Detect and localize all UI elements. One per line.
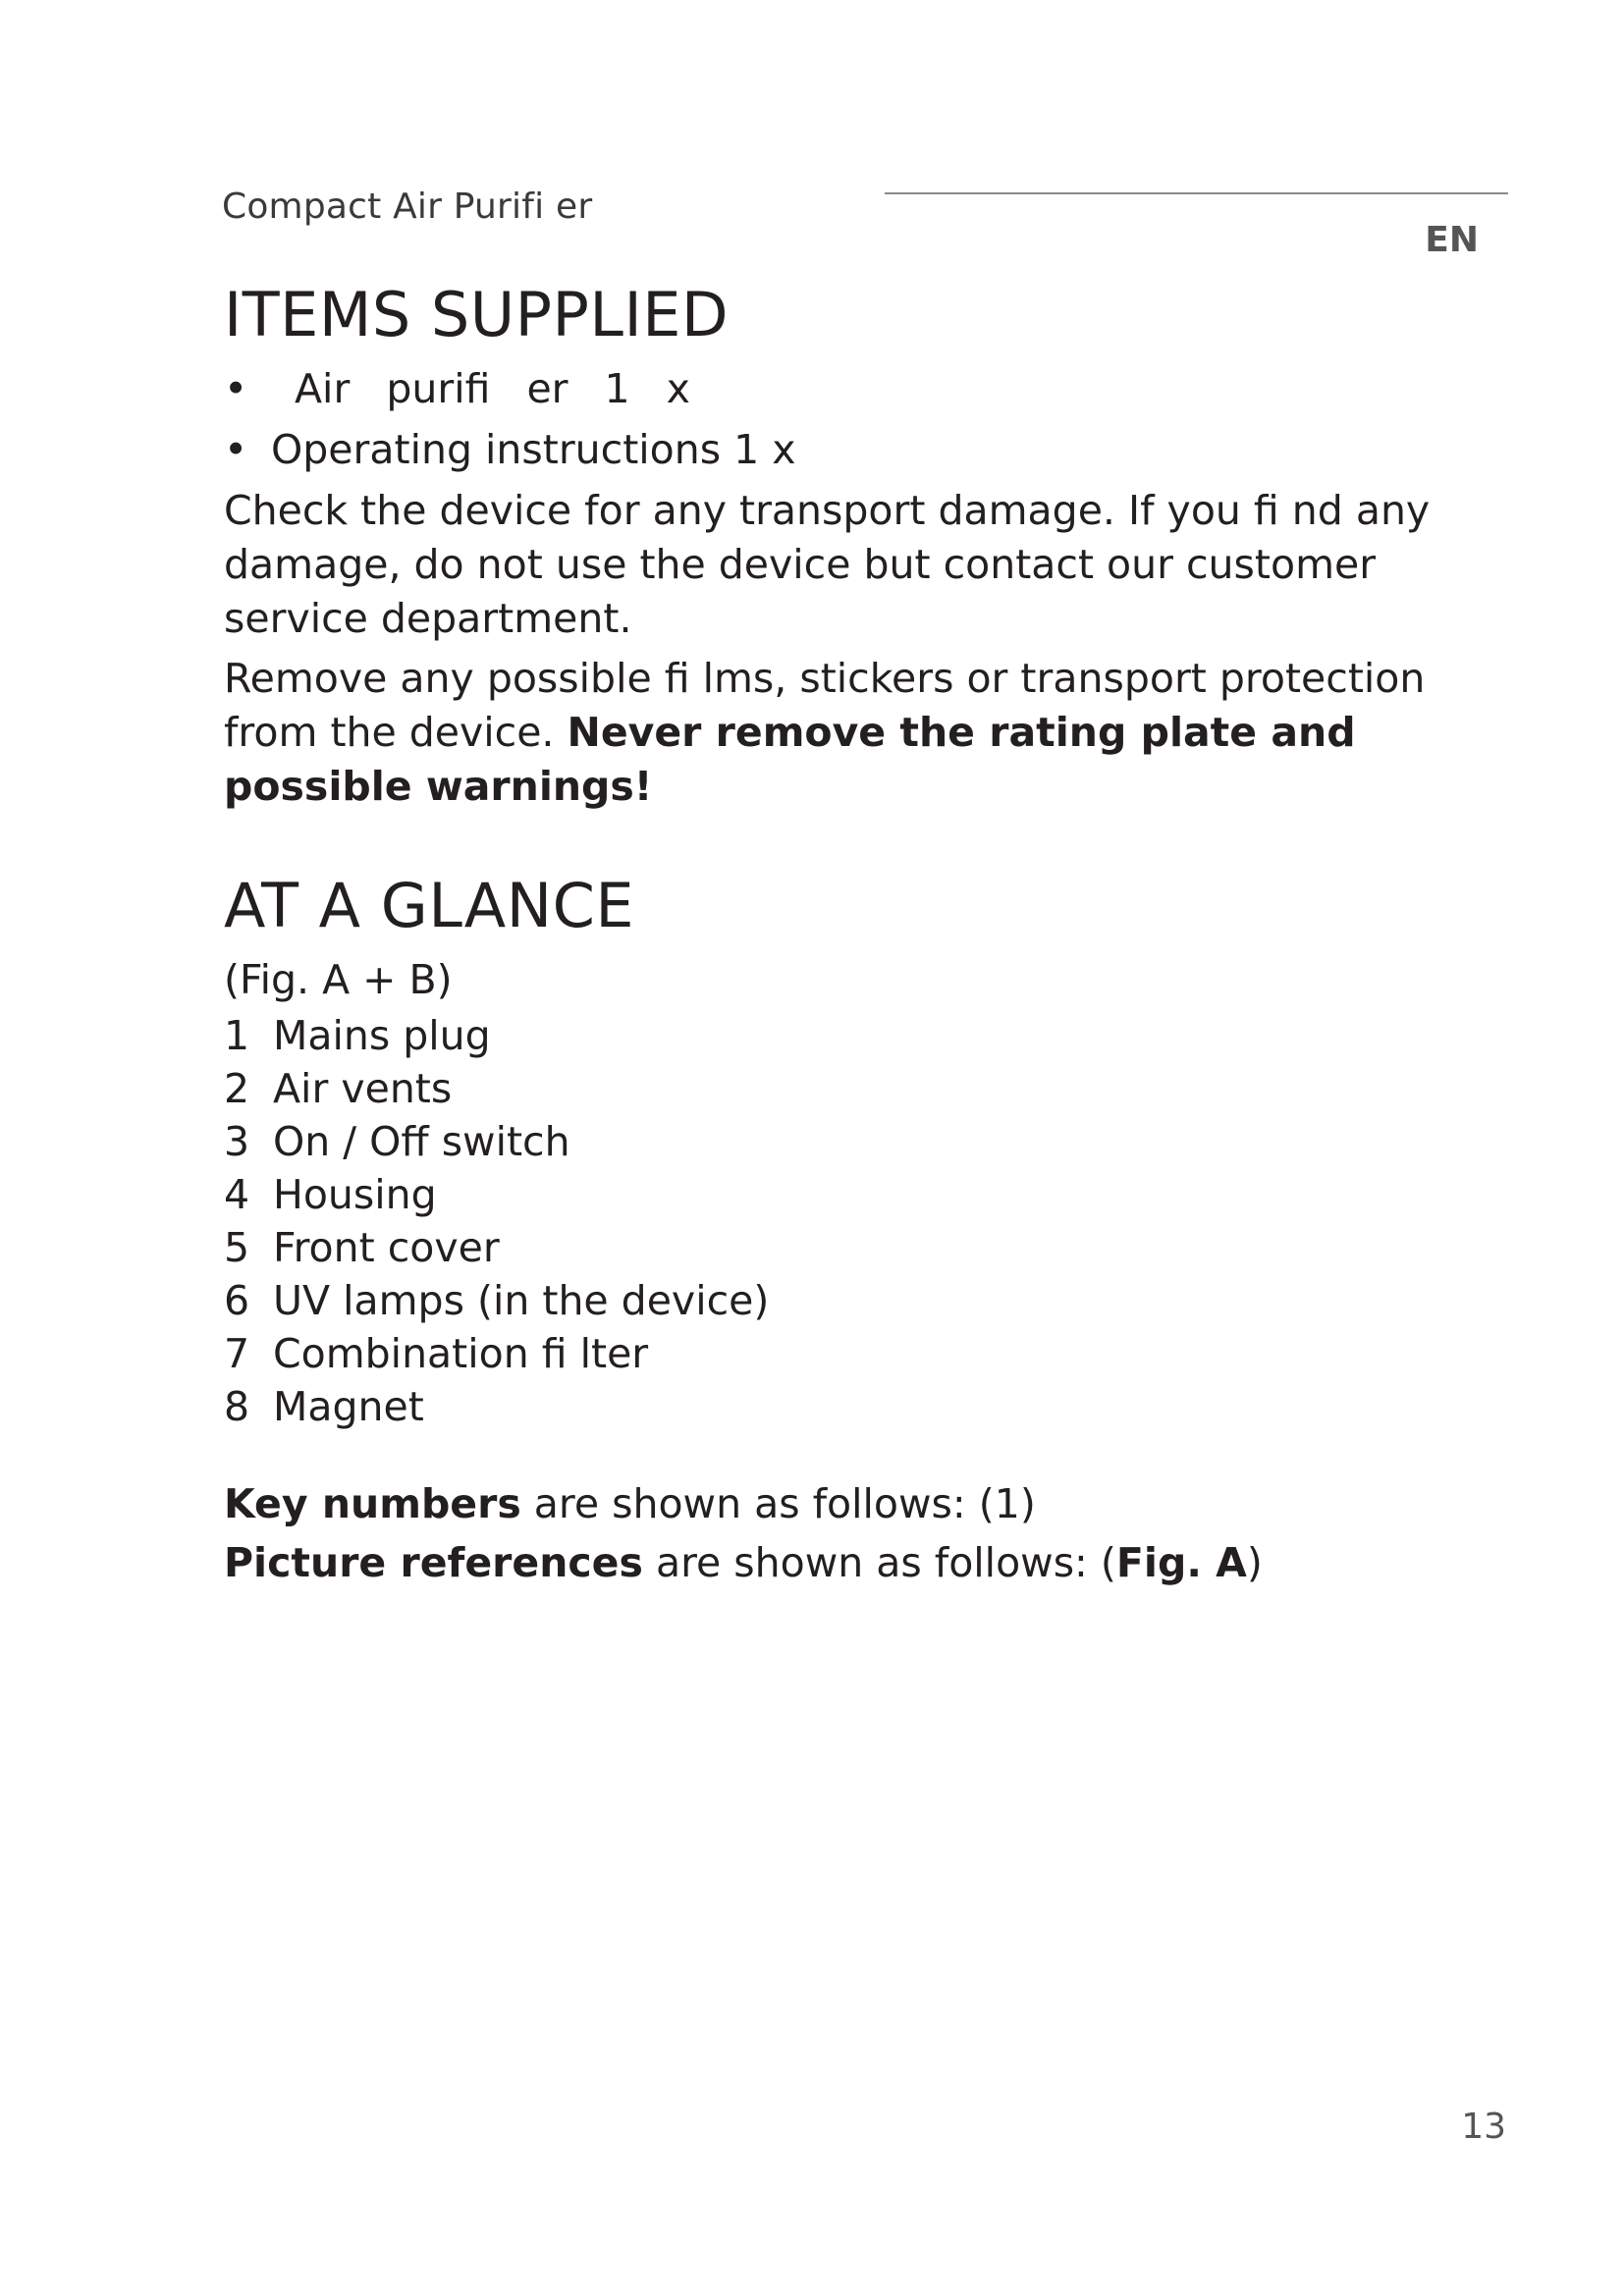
list-item (224, 1221, 1500, 1274)
part-number: 5 (224, 1224, 250, 1271)
part-label: On / Off switch (273, 1118, 570, 1165)
section-heading-items-supplied: ITEMS SUPPLIED (224, 279, 730, 350)
part-number: 2 (224, 1065, 250, 1112)
part-label: Housing (273, 1171, 437, 1218)
language-tag: EN (1425, 220, 1479, 260)
page-content (224, 280, 1500, 1592)
list-item (224, 1380, 1500, 1433)
list-item: • Operating instructions 1 x (224, 419, 1500, 480)
part-number: 6 (224, 1277, 250, 1324)
list-item (224, 1062, 1500, 1115)
list-item (224, 1168, 1500, 1221)
section-heading-at-a-glance: AT A GLANCE (224, 870, 635, 941)
reference-legend (224, 1474, 1500, 1592)
part-number: 8 (224, 1383, 250, 1430)
transport-damage-paragraph: Check the device for any transport damage. If you fi nd any damage, do not use the device but contact our customer service department. (224, 487, 1431, 642)
key-numbers-label: Key numbers (224, 1480, 521, 1527)
picture-reference-close: ) (1246, 1539, 1263, 1586)
items-supplied-list (224, 358, 1500, 480)
part-number: 4 (224, 1171, 250, 1218)
list-item (224, 1274, 1500, 1327)
picture-references-note (224, 1533, 1500, 1592)
part-label: Magnet (273, 1383, 424, 1430)
at-a-glance-section (224, 871, 1500, 1592)
part-label: Air vents (273, 1065, 453, 1112)
warning-text: Never remove the rating plate and possible warnings! (224, 709, 1356, 810)
remove-films-paragraph (224, 652, 1500, 814)
remove-films-text: Remove any possible fi lms, stickers or transport protection from the device. (224, 655, 1426, 756)
list-item (224, 1115, 1500, 1168)
list-item (224, 1009, 1500, 1062)
part-label: Mains plug (273, 1012, 491, 1059)
header-divider (885, 192, 1508, 194)
parts-list (224, 1009, 1500, 1433)
part-number: 3 (224, 1118, 250, 1165)
part-label: Combination fi lter (273, 1330, 649, 1377)
part-number: 7 (224, 1330, 250, 1377)
picture-references-label: Picture references (224, 1539, 643, 1586)
part-label: Front cover (273, 1224, 500, 1271)
key-numbers-text: are shown as follows: (1) (520, 1480, 1036, 1527)
list-item: • Air purifi er 1 x (224, 358, 1500, 419)
list-item (224, 1327, 1500, 1380)
picture-reference-example: Fig. A (1115, 1539, 1247, 1586)
picture-references-text: are shown as follows: ( (642, 1539, 1116, 1586)
figure-reference: (Fig. A + B) (224, 956, 453, 1003)
page-number: 13 (1461, 2107, 1506, 2147)
key-numbers-note (224, 1474, 1500, 1533)
part-number: 1 (224, 1012, 250, 1059)
part-label: UV lamps (in the device) (273, 1277, 770, 1324)
document-title: Compact Air Purifi er (222, 187, 593, 227)
